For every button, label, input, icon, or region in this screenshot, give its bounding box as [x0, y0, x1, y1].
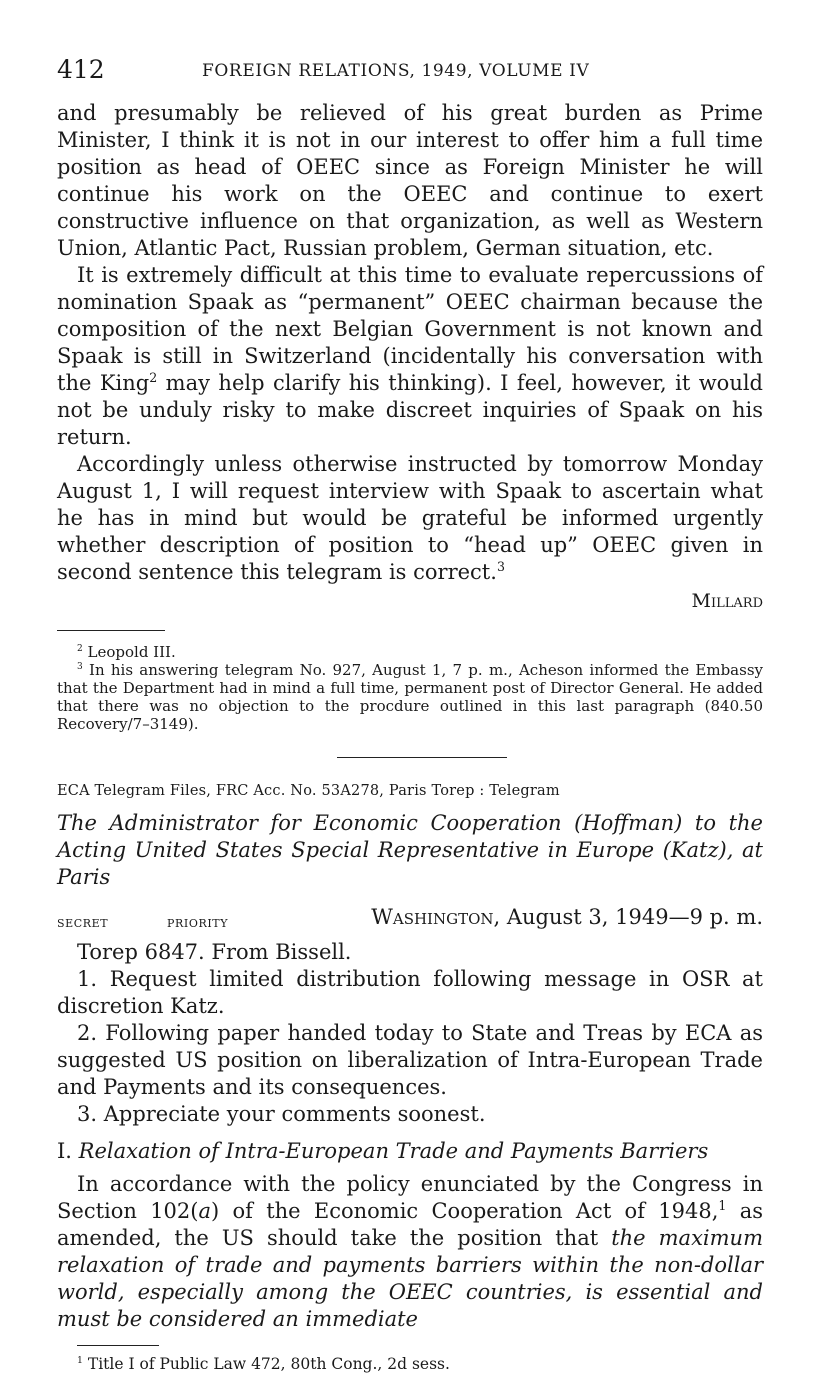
footnote-ref-1[interactable]: 1 [718, 1198, 727, 1213]
paragraph-italic: the maximum relaxation of trade and payments barriers within the non-dollar world, especially among the OEEC countries, is essential and must be considered an immediate [57, 1226, 763, 1331]
document-separator [337, 757, 507, 758]
footnote-text: Title I of Public Law 472, 80th Cong., 2d sess. [87, 1355, 450, 1373]
paragraph-text: In accordance with the policy enunciated by the Congress in Section 102( [57, 1172, 763, 1223]
paragraph-policy [57, 1171, 763, 1333]
source-citation: ECA Telegram Files, FRC Acc. No. 53A278, Paris Torep : Telegram [57, 783, 560, 799]
footnote-text: Leopold III. [87, 643, 176, 661]
footnote-3 [57, 661, 763, 733]
footnote-mark: 2 [77, 644, 83, 654]
footnote-divider [77, 1345, 159, 1346]
footnote-text: In his answering telegram No. 927, August 1, 7 p. m., Acheson informed the Embassy that the Department had in mind a full time, permanent post of Director General. He added that there was no objection to the procdure outlined in this last paragraph (840.50 Recovery/7–3149). [57, 661, 763, 733]
paragraph-repercussions [57, 262, 763, 451]
section-number: I. [57, 1139, 72, 1163]
footnote-ref-2[interactable]: 2 [149, 370, 158, 385]
numbered-item-1: 1. Request limited distribution following message in OSR at discretion Katz. [57, 967, 763, 1018]
telegram-reference: Torep 6847. From Bissell. [77, 940, 352, 964]
signature: Millard [691, 590, 763, 612]
place-date [371, 905, 763, 929]
numbered-item-3: 3. Appreciate your comments soonest. [77, 1102, 486, 1126]
section-title: Relaxation of Intra-European Trade and Payments Barriers [78, 1139, 709, 1163]
page-body [57, 100, 763, 1374]
paragraph-text: as amended, the US should take the position that [57, 1199, 763, 1250]
footnote-2 [57, 643, 763, 661]
priority: priority [167, 913, 229, 931]
paragraph-text: ) of the Economic Cooperation Act of 1948, [211, 1199, 719, 1223]
classification: secret [57, 913, 109, 931]
date: , August 3, 1949—9 p. m. [493, 905, 763, 929]
footnote-divider [57, 630, 165, 631]
paragraph-text: Accordingly unless otherwise instructed by tomorrow Monday August 1, I will request interview with Spaak to ascertain what he has in mind but would be grateful be informed urgently whether description of position to “head up” OEEC given in second sentence this telegram is correct. [57, 452, 763, 584]
paragraph-accordingly [57, 451, 763, 586]
paragraph-text-tail: may help clarify his thinking). I feel, however, it would not be unduly risky to make discreet inquiries of Spaak on his return. [57, 371, 763, 449]
footnote-ref-3[interactable]: 3 [496, 559, 505, 574]
place: Washington [371, 905, 494, 929]
footnote-1 [57, 1354, 763, 1374]
section-heading [57, 1138, 763, 1165]
paragraph-subsection: a [198, 1199, 212, 1223]
footnote-mark: 1 [77, 1354, 83, 1366]
paragraph-text: It is extremely difficult at this time to evaluate repercussions of nomination Spaak as “permanent” OEEC chairman because the composition of the next Belgian Government is not known and Spaak is still in Switzerland (incidentally his conversation with the King [57, 263, 763, 395]
page-header [57, 55, 763, 85]
paragraph-continuation: and presumably be relieved of his great burden as Prime Minister, I think it is not in our interest to offer him a full time position as head of OEEC since as Foreign Minister he will continue his work on the OEEC and continue to exert constructive influence on that organization, as well as Western Union, Atlantic Pact, Russian problem, German situation, etc. [57, 101, 763, 260]
telegram-meta [57, 905, 763, 939]
running-head: FOREIGN RELATIONS, 1949, VOLUME IV [202, 61, 590, 81]
footnote-mark: 3 [77, 662, 83, 672]
page-number: 412 [57, 55, 105, 84]
numbered-item-2: 2. Following paper handed today to State and Treas by ECA as suggested US position on liberalization of Intra-European Trade and Payments and its consequences. [57, 1021, 763, 1099]
document-title: The Administrator for Economic Cooperation (Hoffman) to the Acting United States Special Representative in Europe (Katz), at Paris [57, 811, 763, 889]
